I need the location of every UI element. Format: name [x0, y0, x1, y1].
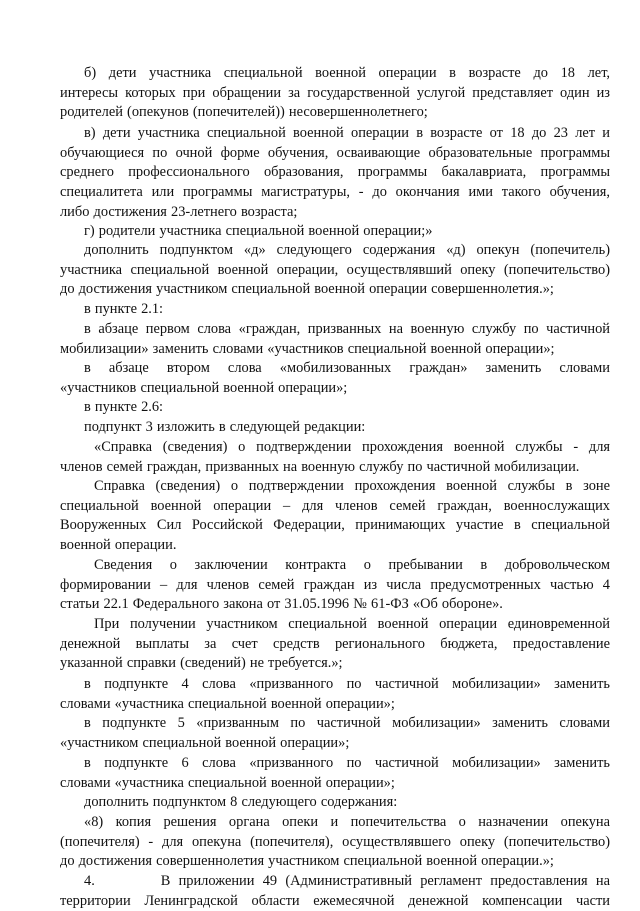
text-line: дополнить подпунктом 8 следующего содержания: [84, 794, 398, 810]
paragraph-first-clause [60, 320, 610, 359]
text-line: «участников специальной военной операции»; [60, 379, 348, 396]
text-line: словами «участника специальной военной операции»; [60, 774, 395, 791]
paragraph-subpoint-3 [60, 418, 610, 438]
text-line: в подпункте 6 слова «призванного по частичной мобилизации» заменить [84, 755, 610, 771]
text-line: родителей (опекунов (попечителей)) несовершеннолетнего; [60, 104, 428, 121]
text-line: до достижения совершеннолетия участником специальной военной операции.»; [60, 853, 554, 870]
text-line: статьи 22.1 Федерального закона от 31.05.1996 № 61-ФЗ «Об обороне». [60, 596, 503, 613]
text-line: в абзаце первом слова «граждан, призванных на военную службу по частичной [84, 321, 610, 337]
text-line: формировании – для членов семей граждан из числа предусмотренных частью 4 [60, 576, 610, 593]
paragraph-volunteer-contract [60, 556, 610, 615]
text-line: участника специальной военной операции, осуществлявший опеку (попечительство) [60, 261, 610, 278]
text-line: Справка (сведения) о подтверждении прохождения военной службы в зоне [94, 478, 610, 494]
text-line: специальной военной операции – для членов семей граждан, военнослужащих [60, 497, 610, 514]
paragraph-add-subpoint-8 [60, 793, 610, 813]
text-line: «участником специальной военной операции»; [60, 734, 350, 751]
paragraph-subpoint-4 [60, 675, 610, 714]
paragraph-subpoint-6 [60, 754, 610, 793]
text-line: «8) копия решения органа опеки и попечительства о назначении опекуна [84, 814, 610, 830]
text-line: среднего профессионального образования, программы бакалавриата, программы [60, 164, 610, 181]
text-line: в) дети участника специальной военной операции в возрасте от 18 до 23 лет и [84, 125, 610, 141]
text-line: Вооруженных Сил Российской Федерации, принимающих участие в специальной [60, 517, 610, 534]
text-line: в пункте 2.6: [84, 399, 164, 415]
paragraph-subpoint-8-text [60, 813, 610, 872]
paragraph-point-2-1 [60, 300, 610, 320]
text-line: либо достижения 23-летнего возраста; [60, 203, 298, 220]
text-line: б) дети участника специальной военной операции в возрасте до 18 лет, [84, 65, 610, 81]
text-line: до достижения участником специальной военной операции совершеннолетия.»; [60, 281, 554, 298]
text-line: словами «участника специальной военной операции»; [60, 695, 395, 712]
text-line: обучающиеся по очной форме обучения, осваивающие образовательные программы [60, 144, 610, 161]
text-line: подпункт 3 изложить в следующей редакции: [84, 419, 366, 435]
text-line: «Справка (сведения) о подтверждении прохождения военной службы - для [94, 439, 610, 455]
paragraph-point-4-annex-49 [60, 872, 610, 911]
text-line: военной операции. [60, 537, 177, 554]
text-line: указанной справки (сведений) не требуется.»; [60, 655, 343, 672]
text-line: в подпункте 5 «призванным по частичной мобилизации» заменить словами [84, 715, 610, 731]
text-line: территории Ленинградской области ежемесячной денежной компенсации части [60, 892, 610, 909]
text-line: г) родители участника специальной военной операции;» [84, 223, 433, 239]
text-line: в подпункте 4 слова «призванного по частичной мобилизации» заменить [84, 676, 610, 692]
text-line: дополнить подпунктом «д» следующего содержания «д) опекун (попечитель) [84, 242, 610, 258]
paragraph-parents [60, 222, 610, 242]
text-line: денежной выплаты за счет средств регионального бюджета, предоставление [60, 635, 610, 652]
paragraph-subpoint-5 [60, 714, 610, 753]
text-line: (попечителя) - для опекуна (попечителя), осуществлявшего опеку (попечительство) [60, 833, 610, 850]
text-line: членов семей граждан, призванных на военную службу по частичной мобилизации. [60, 458, 580, 475]
paragraph-lump-sum-payment [60, 615, 610, 674]
paragraph-certificate-mobilization [60, 438, 610, 477]
text-line: При получении участником специальной военной операции единовременной [94, 616, 610, 632]
text-line: интересы которых при обращении за государственной услугой представляет один из [60, 84, 610, 101]
text-line: в абзаце втором слова «мобилизованных граждан» заменить словами [84, 360, 610, 376]
paragraph-second-clause [60, 359, 610, 398]
text-line: в пункте 2.1: [84, 301, 164, 317]
text-line: 4. В приложении 49 (Административный регламент предоставления на [84, 873, 610, 889]
text-line: Сведения о заключении контракта о пребывании в добровольческом [94, 557, 610, 573]
paragraph-children-under-18 [60, 64, 610, 123]
paragraph-point-2-6 [60, 398, 610, 418]
paragraph-certificate-svo-zone [60, 477, 610, 556]
text-line: специалитета или программы магистратуры, - до окончания ими такого обучения, [60, 184, 610, 201]
paragraph-children-18-23 [60, 124, 610, 223]
paragraph-guardian-d [60, 241, 610, 300]
text-line: мобилизации» заменить словами «участников специальной военной операции»; [60, 340, 555, 357]
